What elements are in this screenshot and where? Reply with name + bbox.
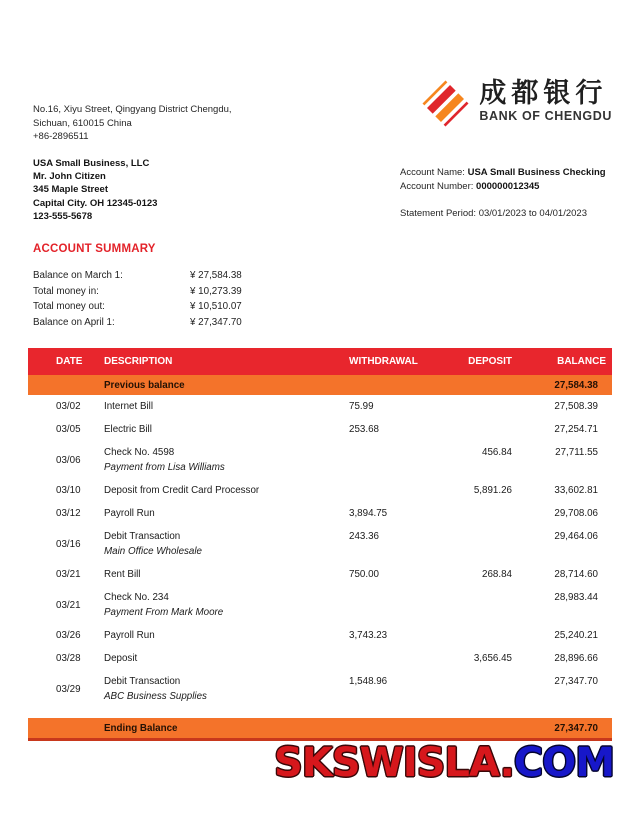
header-deposit: DEPOSIT bbox=[468, 356, 512, 367]
tx-deposit bbox=[430, 422, 513, 437]
transaction-row bbox=[28, 441, 612, 479]
summary-label: Balance on April 1: bbox=[33, 316, 115, 328]
summary-row bbox=[33, 299, 242, 315]
bank-address-line: No.16, Xiyu Street, Qingyang District Chengdu, bbox=[33, 104, 232, 115]
tx-withdrawal: 75.99 bbox=[349, 401, 374, 412]
tx-description: Rent Bill bbox=[104, 569, 141, 580]
tx-withdrawal: 3,743.23 bbox=[349, 630, 388, 641]
tx-balance: 27,508.39 bbox=[554, 401, 598, 412]
summary-row bbox=[33, 315, 242, 331]
ending-balance-value: 27,347.70 bbox=[554, 722, 598, 734]
tx-description: Debit Transaction bbox=[104, 676, 181, 687]
account-name-label: Account Name: bbox=[400, 167, 468, 178]
tx-date: 03/12 bbox=[56, 508, 81, 519]
transaction-row bbox=[28, 395, 612, 418]
tx-withdrawal: 750.00 bbox=[349, 569, 379, 580]
tx-deposit: 3,656.45 bbox=[473, 653, 512, 664]
tx-balance: 25,240.21 bbox=[554, 630, 598, 641]
ending-balance-label: Ending Balance bbox=[104, 722, 178, 734]
tx-balance: 33,602.81 bbox=[554, 485, 598, 496]
tx-note: Main Office Wholesale bbox=[104, 546, 203, 557]
header-withdrawal: WITHDRAWAL bbox=[349, 356, 418, 367]
tx-description: Deposit bbox=[104, 653, 138, 664]
tx-balance: 28,983.44 bbox=[554, 592, 598, 603]
tx-withdrawal bbox=[345, 445, 430, 475]
summary-value: ¥ 27,584.38 bbox=[190, 270, 242, 282]
tx-withdrawal: 1,548.96 bbox=[349, 676, 388, 687]
transaction-row bbox=[28, 563, 612, 586]
previous-balance-row bbox=[28, 375, 612, 395]
summary-row bbox=[33, 268, 242, 284]
summary-label: Total money out: bbox=[33, 301, 105, 313]
customer-line: 345 Maple Street bbox=[33, 184, 108, 196]
bank-address-line: +86-2896511 bbox=[33, 131, 89, 142]
tx-withdrawal bbox=[345, 590, 430, 620]
tx-balance: 28,714.60 bbox=[554, 569, 598, 580]
account-name bbox=[400, 166, 606, 180]
tx-note: ABC Business Supplies bbox=[104, 691, 207, 702]
tx-description: Internet Bill bbox=[104, 401, 154, 412]
tx-balance: 29,464.06 bbox=[554, 531, 598, 542]
tx-date: 03/26 bbox=[56, 630, 81, 641]
tx-deposit bbox=[430, 628, 513, 643]
tx-date: 03/10 bbox=[56, 485, 81, 496]
summary-label: Total money in: bbox=[33, 285, 99, 297]
account-summary-title: ACCOUNT SUMMARY bbox=[33, 243, 156, 255]
header-date: DATE bbox=[56, 356, 83, 367]
tx-description: Deposit from Credit Card Processor bbox=[104, 485, 260, 496]
transaction-row bbox=[28, 670, 612, 708]
watermark-red-text: SKSWISLA bbox=[274, 740, 500, 786]
summary-label: Balance on March 1: bbox=[33, 270, 123, 282]
summary-value: ¥ 27,347.70 bbox=[190, 316, 242, 328]
previous-balance-label: Previous balance bbox=[104, 379, 185, 391]
tx-withdrawal: 243.36 bbox=[349, 531, 379, 542]
tx-description: Payroll Run bbox=[104, 508, 155, 519]
statement-period-label: Statement Period: bbox=[400, 208, 479, 219]
tx-date: 03/02 bbox=[56, 401, 81, 412]
bank-name-chinese: 成都银行 bbox=[479, 78, 608, 108]
account-number bbox=[400, 180, 606, 194]
account-info bbox=[400, 166, 606, 221]
tx-withdrawal bbox=[345, 651, 430, 666]
tx-withdrawal bbox=[345, 483, 430, 498]
tx-deposit bbox=[430, 506, 513, 521]
summary-value: ¥ 10,273.39 bbox=[190, 285, 242, 297]
tx-balance: 27,347.70 bbox=[554, 676, 598, 687]
bank-logo-text bbox=[479, 78, 612, 123]
tx-deposit: 5,891.26 bbox=[473, 485, 512, 496]
tx-date: 03/29 bbox=[56, 683, 81, 695]
table-header-row bbox=[28, 348, 612, 375]
tx-balance: 27,711.55 bbox=[555, 447, 598, 458]
tx-deposit bbox=[430, 674, 513, 704]
bank-address-line: Sichuan, 610015 China bbox=[33, 117, 132, 129]
tx-date: 03/05 bbox=[56, 424, 81, 435]
tx-deposit bbox=[430, 529, 513, 559]
tx-withdrawal: 3,894.75 bbox=[349, 508, 388, 519]
tx-description: Check No. 4598 bbox=[104, 447, 175, 458]
tx-balance: 27,254.71 bbox=[554, 424, 598, 435]
account-name-value: USA Small Business Checking bbox=[467, 167, 606, 178]
customer-line: 123-555-5678 bbox=[33, 210, 93, 222]
bank-logo bbox=[422, 78, 612, 128]
header-balance: BALANCE bbox=[557, 356, 606, 367]
tx-balance: 28,896.66 bbox=[554, 653, 598, 664]
bank-address bbox=[33, 103, 232, 144]
tx-date: 03/16 bbox=[56, 538, 81, 550]
tx-description: Electric Bill bbox=[104, 424, 152, 435]
tx-deposit: 268.84 bbox=[482, 569, 512, 580]
statement-period-value: 03/01/2023 to 04/01/2023 bbox=[478, 208, 587, 219]
customer-address bbox=[33, 157, 157, 223]
transactions-table bbox=[28, 348, 612, 741]
transaction-row bbox=[28, 624, 612, 647]
transaction-row bbox=[28, 647, 612, 670]
tx-description: Check No. 234 bbox=[104, 592, 169, 603]
transaction-row bbox=[28, 502, 612, 525]
customer-line: Mr. John Citizen bbox=[33, 171, 106, 183]
bank-logo-diamond-icon bbox=[422, 79, 469, 128]
previous-balance-value: 27,584.38 bbox=[554, 379, 598, 391]
watermark-blue-text: COM bbox=[513, 740, 614, 786]
tx-description: Debit Transaction bbox=[104, 531, 181, 542]
tx-withdrawal: 253.68 bbox=[349, 424, 379, 435]
tx-balance: 29,708.06 bbox=[554, 508, 598, 519]
account-summary bbox=[33, 268, 242, 330]
tx-note: Payment from Lisa Williams bbox=[104, 462, 225, 473]
watermark bbox=[274, 740, 614, 786]
transaction-row bbox=[28, 586, 612, 624]
header-description: DESCRIPTION bbox=[104, 356, 173, 367]
account-number-label: Account Number: bbox=[400, 181, 477, 192]
transaction-row bbox=[28, 418, 612, 441]
tx-date: 03/28 bbox=[56, 653, 81, 664]
watermark-dot: . bbox=[499, 740, 514, 786]
tx-note: Payment From Mark Moore bbox=[104, 607, 224, 618]
customer-line: USA Small Business, LLC bbox=[33, 158, 150, 169]
tx-deposit: 456.84 bbox=[482, 447, 512, 458]
statement-period bbox=[400, 207, 606, 221]
summary-value: ¥ 10,510.07 bbox=[190, 301, 242, 313]
tx-date: 03/21 bbox=[56, 599, 81, 611]
bank-name-english: BANK OF CHENGDU bbox=[479, 109, 612, 123]
ending-balance-row bbox=[28, 718, 612, 741]
tx-deposit bbox=[430, 590, 513, 620]
tx-deposit bbox=[430, 399, 513, 414]
customer-line: Capital City. OH 12345-0123 bbox=[33, 197, 158, 209]
account-number-value: 000000012345 bbox=[476, 181, 540, 192]
tx-date: 03/21 bbox=[56, 569, 81, 580]
tx-description: Payroll Run bbox=[104, 630, 155, 641]
summary-row bbox=[33, 284, 242, 300]
tx-date: 03/06 bbox=[56, 454, 81, 466]
transaction-row bbox=[28, 525, 612, 563]
transaction-row bbox=[28, 479, 612, 502]
